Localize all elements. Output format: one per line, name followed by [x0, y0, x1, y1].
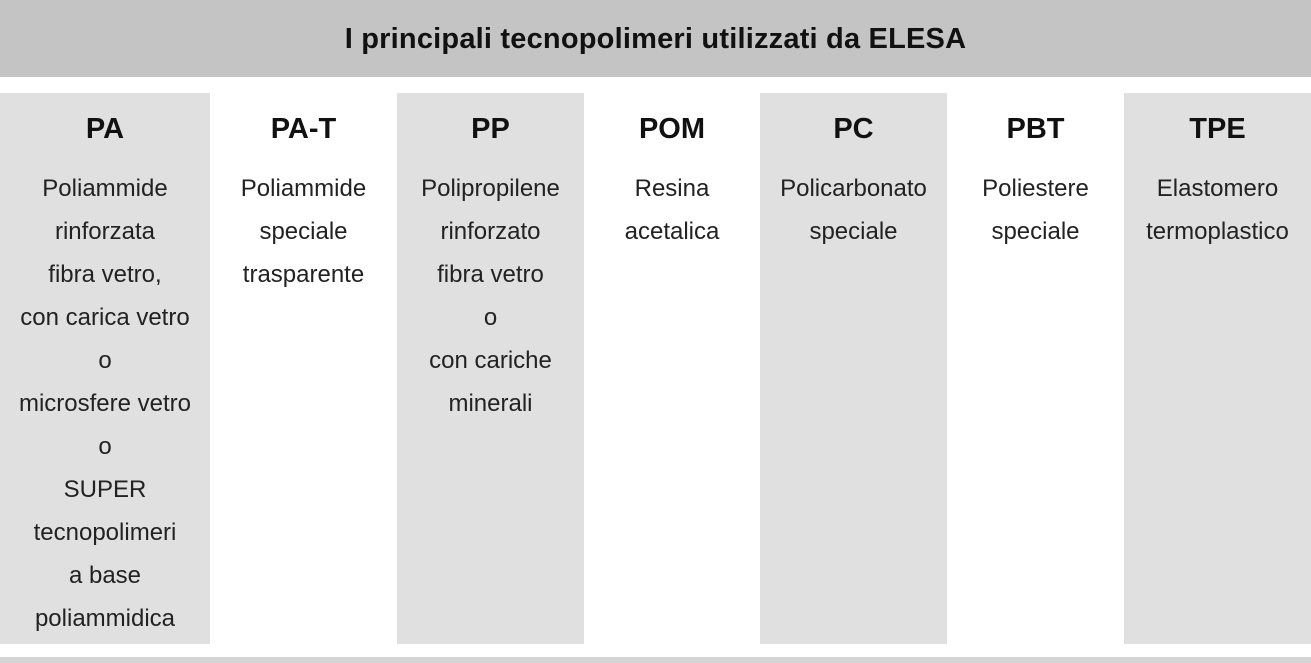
polymer-code: PA [85, 113, 125, 145]
polymer-description [421, 167, 560, 425]
description-line: fibra vetro [437, 261, 544, 288]
description-line: con carica vetro [20, 304, 190, 331]
column-pp [397, 93, 584, 644]
description-line: Elastomero [1156, 175, 1279, 202]
column-pa-t [210, 93, 397, 644]
column-pom [584, 93, 760, 644]
description-line: termoplastico [1146, 218, 1289, 245]
description-line: speciale [809, 218, 898, 245]
description-line: Poliammide [240, 175, 367, 202]
polymer-description [19, 167, 191, 640]
description-line: Poliammide [42, 175, 168, 202]
column-pbt [947, 93, 1124, 644]
description-line: a base [68, 562, 142, 589]
description-line: fibra vetro, [48, 261, 162, 288]
polymer-columns [0, 93, 1311, 644]
bottom-divider [0, 657, 1311, 663]
polymer-code: TPE [1189, 113, 1246, 145]
description-line: rinforzata [54, 218, 156, 245]
polymer-description [780, 167, 927, 253]
description-line: acetalica [624, 218, 720, 245]
description-line: Resina [634, 175, 710, 202]
description-line: speciale [991, 218, 1080, 245]
polymer-description [1146, 167, 1289, 253]
polymer-code: PP [471, 113, 510, 145]
polymer-code: POM [638, 113, 706, 145]
polymer-code: PC [833, 113, 874, 145]
description-line: trasparente [242, 261, 365, 288]
description-line: o [98, 347, 112, 374]
description-line: o [483, 304, 498, 331]
description-line: microsfere vetro [18, 390, 192, 417]
column-pc [760, 93, 947, 644]
description-line: rinforzato [440, 218, 541, 245]
description-line: tecnopolimeri [33, 519, 177, 546]
description-line: con cariche [429, 347, 552, 374]
polymer-description [241, 167, 366, 296]
description-line: o [98, 433, 112, 460]
description-line: SUPER [63, 476, 147, 503]
polymer-code: PA-T [270, 113, 337, 145]
polymer-code: PBT [1006, 113, 1065, 145]
title-band [0, 0, 1311, 77]
column-pa [0, 93, 210, 644]
description-line: poliammidica [34, 605, 176, 632]
table-title: I principali tecnopolimeri utilizzati da ELESA [344, 23, 967, 55]
description-line: minerali [448, 390, 533, 417]
polymer-description [625, 167, 720, 253]
description-line: Poliestere [982, 175, 1089, 202]
polymer-description [982, 167, 1089, 253]
description-line: Polipropilene [421, 175, 560, 202]
description-line: Policarbonato [780, 175, 927, 202]
column-tpe [1124, 93, 1311, 644]
description-line: speciale [259, 218, 348, 245]
